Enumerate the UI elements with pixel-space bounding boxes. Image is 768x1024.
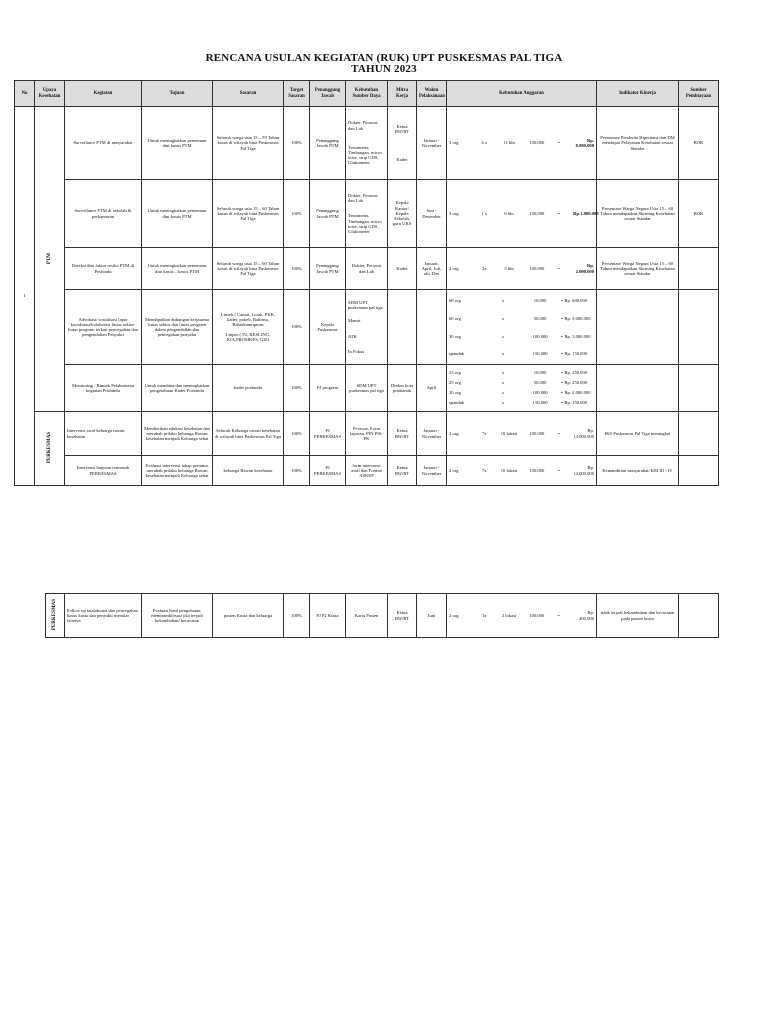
target-cell: 100% (284, 365, 310, 412)
sumber-pembiayaan-cell (679, 248, 719, 290)
sumber-daya-cell: Dokter, Perawat dan Lab (346, 248, 388, 290)
header-indikator: Indikator Kinerja (597, 81, 679, 107)
table-row (15, 412, 719, 456)
tujuan-cell: Untuk meningkatkan penemuan dini kasus PTM (142, 107, 213, 180)
table-row (15, 456, 719, 486)
waktu-cell (417, 290, 447, 365)
mitra-cell: Ketua RW/RT (388, 594, 417, 638)
header-row (15, 81, 719, 107)
anggaran-cell: 60 org x 10,000 = Rp. 600.000 60 org x 50,000 = Rp. 3.000.000 30 org x 100,000 = Rp. 3.000.000 spanduk x 150,000 = Rp. 150.000 (447, 290, 597, 365)
anggaran-cell: 2 org 7x 10 lokasi 100,000 = Rp. 14.000.000 (447, 456, 597, 486)
target-cell: 100% (284, 412, 310, 456)
sumber-daya-cell: Dokter, Perawat dan Lab Tensimeter, Timbangan, micro toise, strip GDS, Glukometer (346, 180, 388, 248)
pj-cell: Penanggung Jawab PTM (310, 180, 346, 248)
anggaran-cell: 25 org x 10,000 = Rp. 250.000 25 org x 50,000 = Rp. 250.000 20 org x 100,000 = Rp. 2.000.000 spanduk x 150,000 = Rp. 150.000 (447, 365, 597, 412)
sumber-pembiayaan-cell (679, 290, 719, 365)
indikator-cell: Persentase Warga Negara Usia 15 – 60 Tahun mendapatkan Skrining Kesehatan sesuai Standar (597, 248, 679, 290)
header-target: Target Sasaran (284, 81, 310, 107)
header-tujuan: Tujuan (142, 81, 213, 107)
target-cell: 100% (284, 456, 310, 486)
header-no: No (15, 81, 35, 107)
pj-cell: Penanggung Jawab PTM (310, 248, 346, 290)
sumber-pembiayaan-cell (679, 594, 719, 638)
sumber-daya-cell: SDM UPT puskesmas pal tiga Mamri ATK In Fokus (346, 290, 388, 365)
kegiatan-cell: Deteksi dini faktor resiko PTM di Posbindu (65, 248, 142, 290)
kegiatan-cell: Intervensi lanjutan termasuk PERKESMAS (65, 456, 142, 486)
pj-cell: PJ PERKESMAS (310, 456, 346, 486)
sumber-pembiayaan-cell (679, 456, 719, 486)
waktu-cell: Januari - November (417, 456, 447, 486)
tujuan-cell: Untuk meningkatkan penemuan dini kasus PTM (142, 180, 213, 248)
header-upaya: Upaya Kesehatan (35, 81, 65, 107)
indikator-cell: tidak terjadi kekambuhan dan kecacatan pada pasien kusta (597, 594, 679, 638)
tujuan-cell: Evaluasi hasil pengobatan, meminimkilisasi jika terjadi kekambuhan/ kecacatan (142, 594, 213, 638)
header-waktu: Waktu Pelaksanaan (417, 81, 447, 107)
anggaran-cell: 3 org 4 x 11 bln 100,000 = Rp. 8.800.000 (447, 107, 597, 180)
sumber-pembiayaan-cell: BOK (679, 107, 719, 180)
row-number: 1 (15, 107, 35, 486)
table-row (46, 594, 719, 638)
sumber-daya-cell: SDM UPT puskesmas pal tiga (346, 365, 388, 412)
sasaran-cell: keluarga Rawan kesehatan (213, 456, 284, 486)
waktu-cell: Januari - November (417, 107, 447, 180)
mitra-cell: Ketua RW/RT (388, 412, 417, 456)
kegiatan-cell: Surveilance PTM di masyarakat (65, 107, 142, 180)
header-anggaran: Kebutuhan Anggaran (447, 81, 597, 107)
header-kegiatan: Kegiatan (65, 81, 142, 107)
sasaran-cell: pasien Kusta dan keluarga (213, 594, 284, 638)
target-cell: 100% (284, 248, 310, 290)
kegiatan-cell: Follow up tatalaksana dan pencegahan kasus kusta dan penyakit menular lainnya (65, 594, 142, 638)
mitra-cell: Kader (388, 248, 417, 290)
table-row (15, 290, 719, 365)
tujuan-cell: Mendapatkan dukungan kerjasama lintas sektor dan lintas program dalam pengendalian dan pencegahan penyakit (142, 290, 213, 365)
header-sumber-pembiayaan: Sumber Pembiayaan (679, 81, 719, 107)
mitra-cell: Ketua RW/RT Kader (388, 107, 417, 180)
table-row (15, 180, 719, 248)
kegiatan-cell: Intervensi awal keluarga rawan kesehatan (65, 412, 142, 456)
sumber-daya-cell: form intervensi awal dan Format ASKEP (346, 456, 388, 486)
mitra-cell: Ketua RW/RT (388, 456, 417, 486)
anggaran-cell: 3 org 1 x 6 bln 100,000 = Rp.1.800.000 (447, 180, 597, 248)
table-row (15, 107, 719, 180)
header-sumber-daya: Kebutuhan Sumber Daya (346, 81, 388, 107)
sumber-daya-cell: Kartu Pasien (346, 594, 388, 638)
pj-cell: PJ PERKESMAS (310, 412, 346, 456)
kegiatan-cell: Surveilance PTM di sekolah & perkantoran (65, 180, 142, 248)
ruk-table (14, 80, 719, 486)
upaya-perkesmas: PERKESMAS (35, 412, 65, 486)
sasaran-cell: kader posbindu (213, 365, 284, 412)
pj-cell: Kepala Puskesmas (310, 290, 346, 365)
anggaran-cell: 2 org 1x 2 lokasi 100,000 = Rp. 400.000 (447, 594, 597, 638)
sumber-daya-cell: Dokter, Perawat dan Lab Tensimeter, Timbangan, micro toise, strip GDS, Glukometer (346, 107, 388, 180)
document-title: RENCANA USULAN KEGIATAN (RUK) UPT PUSKESMAS PAL TIGA (205, 52, 563, 64)
pj-cell: PJ P2 Kusta (310, 594, 346, 638)
header-mitra: Mitra Kerja (388, 81, 417, 107)
waktu-cell: April (417, 365, 447, 412)
target-cell: 100% (284, 107, 310, 180)
upaya-ptm: PTM (35, 107, 65, 412)
header-sasaran: Sasaran (213, 81, 284, 107)
indikator-cell: IKS Puskesmas Pal Tiga meningkat (597, 412, 679, 456)
tujuan-cell: Evaluasi intervensi tahap pertama, merubah prilaku keluarga Rawan kesehatan menjadi Keluarga sehat (142, 456, 213, 486)
pj-cell: PJ program (310, 365, 346, 412)
anggaran-cell: 2 org 7x 10 lokasi 100,000 = Rp. 14.000.000 (447, 412, 597, 456)
target-cell: 100% (284, 180, 310, 248)
sasaran-cell: Linsek ( Camat, Lurah, PKK, kader, pokeb, Babinsa, Babinkamtipmas Linpro ( P2, KESLING, KIA,PROMKES, GIZI (213, 290, 284, 365)
tujuan-cell: Untuk meningkatkan penemuan dini kasus – kasus PTM (142, 248, 213, 290)
mitra-cell: Kepala Kantor/ Kepala Sekolah, guru UKS (388, 180, 417, 248)
target-cell: 100% (284, 594, 310, 638)
mitra-cell (388, 290, 417, 365)
sasaran-cell: Seluruh Keluarga rawan kesehatan di wilayah bina Puskesmas Pal Tiga (213, 412, 284, 456)
waktu-cell: Januari - November (417, 412, 447, 456)
sasaran-cell: Seluruh warga usia 15 – 60 Tahun kasus di wilayah bina Puskesmas Pal Tiga (213, 180, 284, 248)
kegiatan-cell: Advokasi/ sosialisasi lapar koordinasi/kolaborasi lintas sektor-lintas program terkait pencegahan dan pengendalian Penyakit (65, 290, 142, 365)
anggaran-cell: 2 org 2x 5 bln 100,000 = Rp. 2.000.000 (447, 248, 597, 290)
indikator-cell: Kemandirian masyarakat/ KM III - IV (597, 456, 679, 486)
tujuan-cell: Memberikan edukasi kesehatan dan merubah prilaku keluarga Rawan kesehatan menjadi Keluarga sehat (142, 412, 213, 456)
header-pj: Penanggung Jawab (310, 81, 346, 107)
pj-cell: Penanggung Jawab PTM (310, 107, 346, 180)
kegiatan-cell: Monitoring / Bimtek Pelaksanaan kegiatan Posbindu (65, 365, 142, 412)
sumber-pembiayaan-cell: BOK (679, 180, 719, 248)
target-cell: 100% (284, 290, 310, 365)
sasaran-cell: Seluruh warga usia 15 – 59 Tahun kasus di wilayah bina Puskesmas Pal Tiga (213, 107, 284, 180)
sumber-pembiayaan-cell (679, 365, 719, 412)
indikator-cell: Persentase Penderita Hipertensi dan DM mendapat Pelayanan Kesehatan sesuai Standar (597, 107, 679, 180)
ruk-table-continued (45, 593, 719, 638)
table-row (15, 365, 719, 412)
mitra-cell: Dinkes kota pontianak (388, 365, 417, 412)
table-row (15, 248, 719, 290)
waktu-cell: Januari, April, Juli, okt, Des (417, 248, 447, 290)
sasaran-cell: Seluruh warga usia 15 – 60 Tahun kasus di wilayah bina Puskesmas Pal Tiga (213, 248, 284, 290)
indikator-cell (597, 365, 679, 412)
waktu-cell: Juni - Desember (417, 180, 447, 248)
upaya-cell: PERKESMAS (46, 594, 65, 638)
indikator-cell: Persentase Warga Negara Usia 15 – 60 Tahun mendapatkan Skrining Kesehatan sesuai Standar (597, 180, 679, 248)
indikator-cell (597, 290, 679, 365)
tujuan-cell: Untuk membina dan meningkatkan pengetahuan Kader Posbindu (142, 365, 213, 412)
sumber-pembiayaan-cell (679, 412, 719, 456)
sumber-daya-cell: Perawat, Form laporan, PIN PIS-PK (346, 412, 388, 456)
document-year: TAHUN 2023 (351, 63, 417, 75)
waktu-cell: Juni (417, 594, 447, 638)
